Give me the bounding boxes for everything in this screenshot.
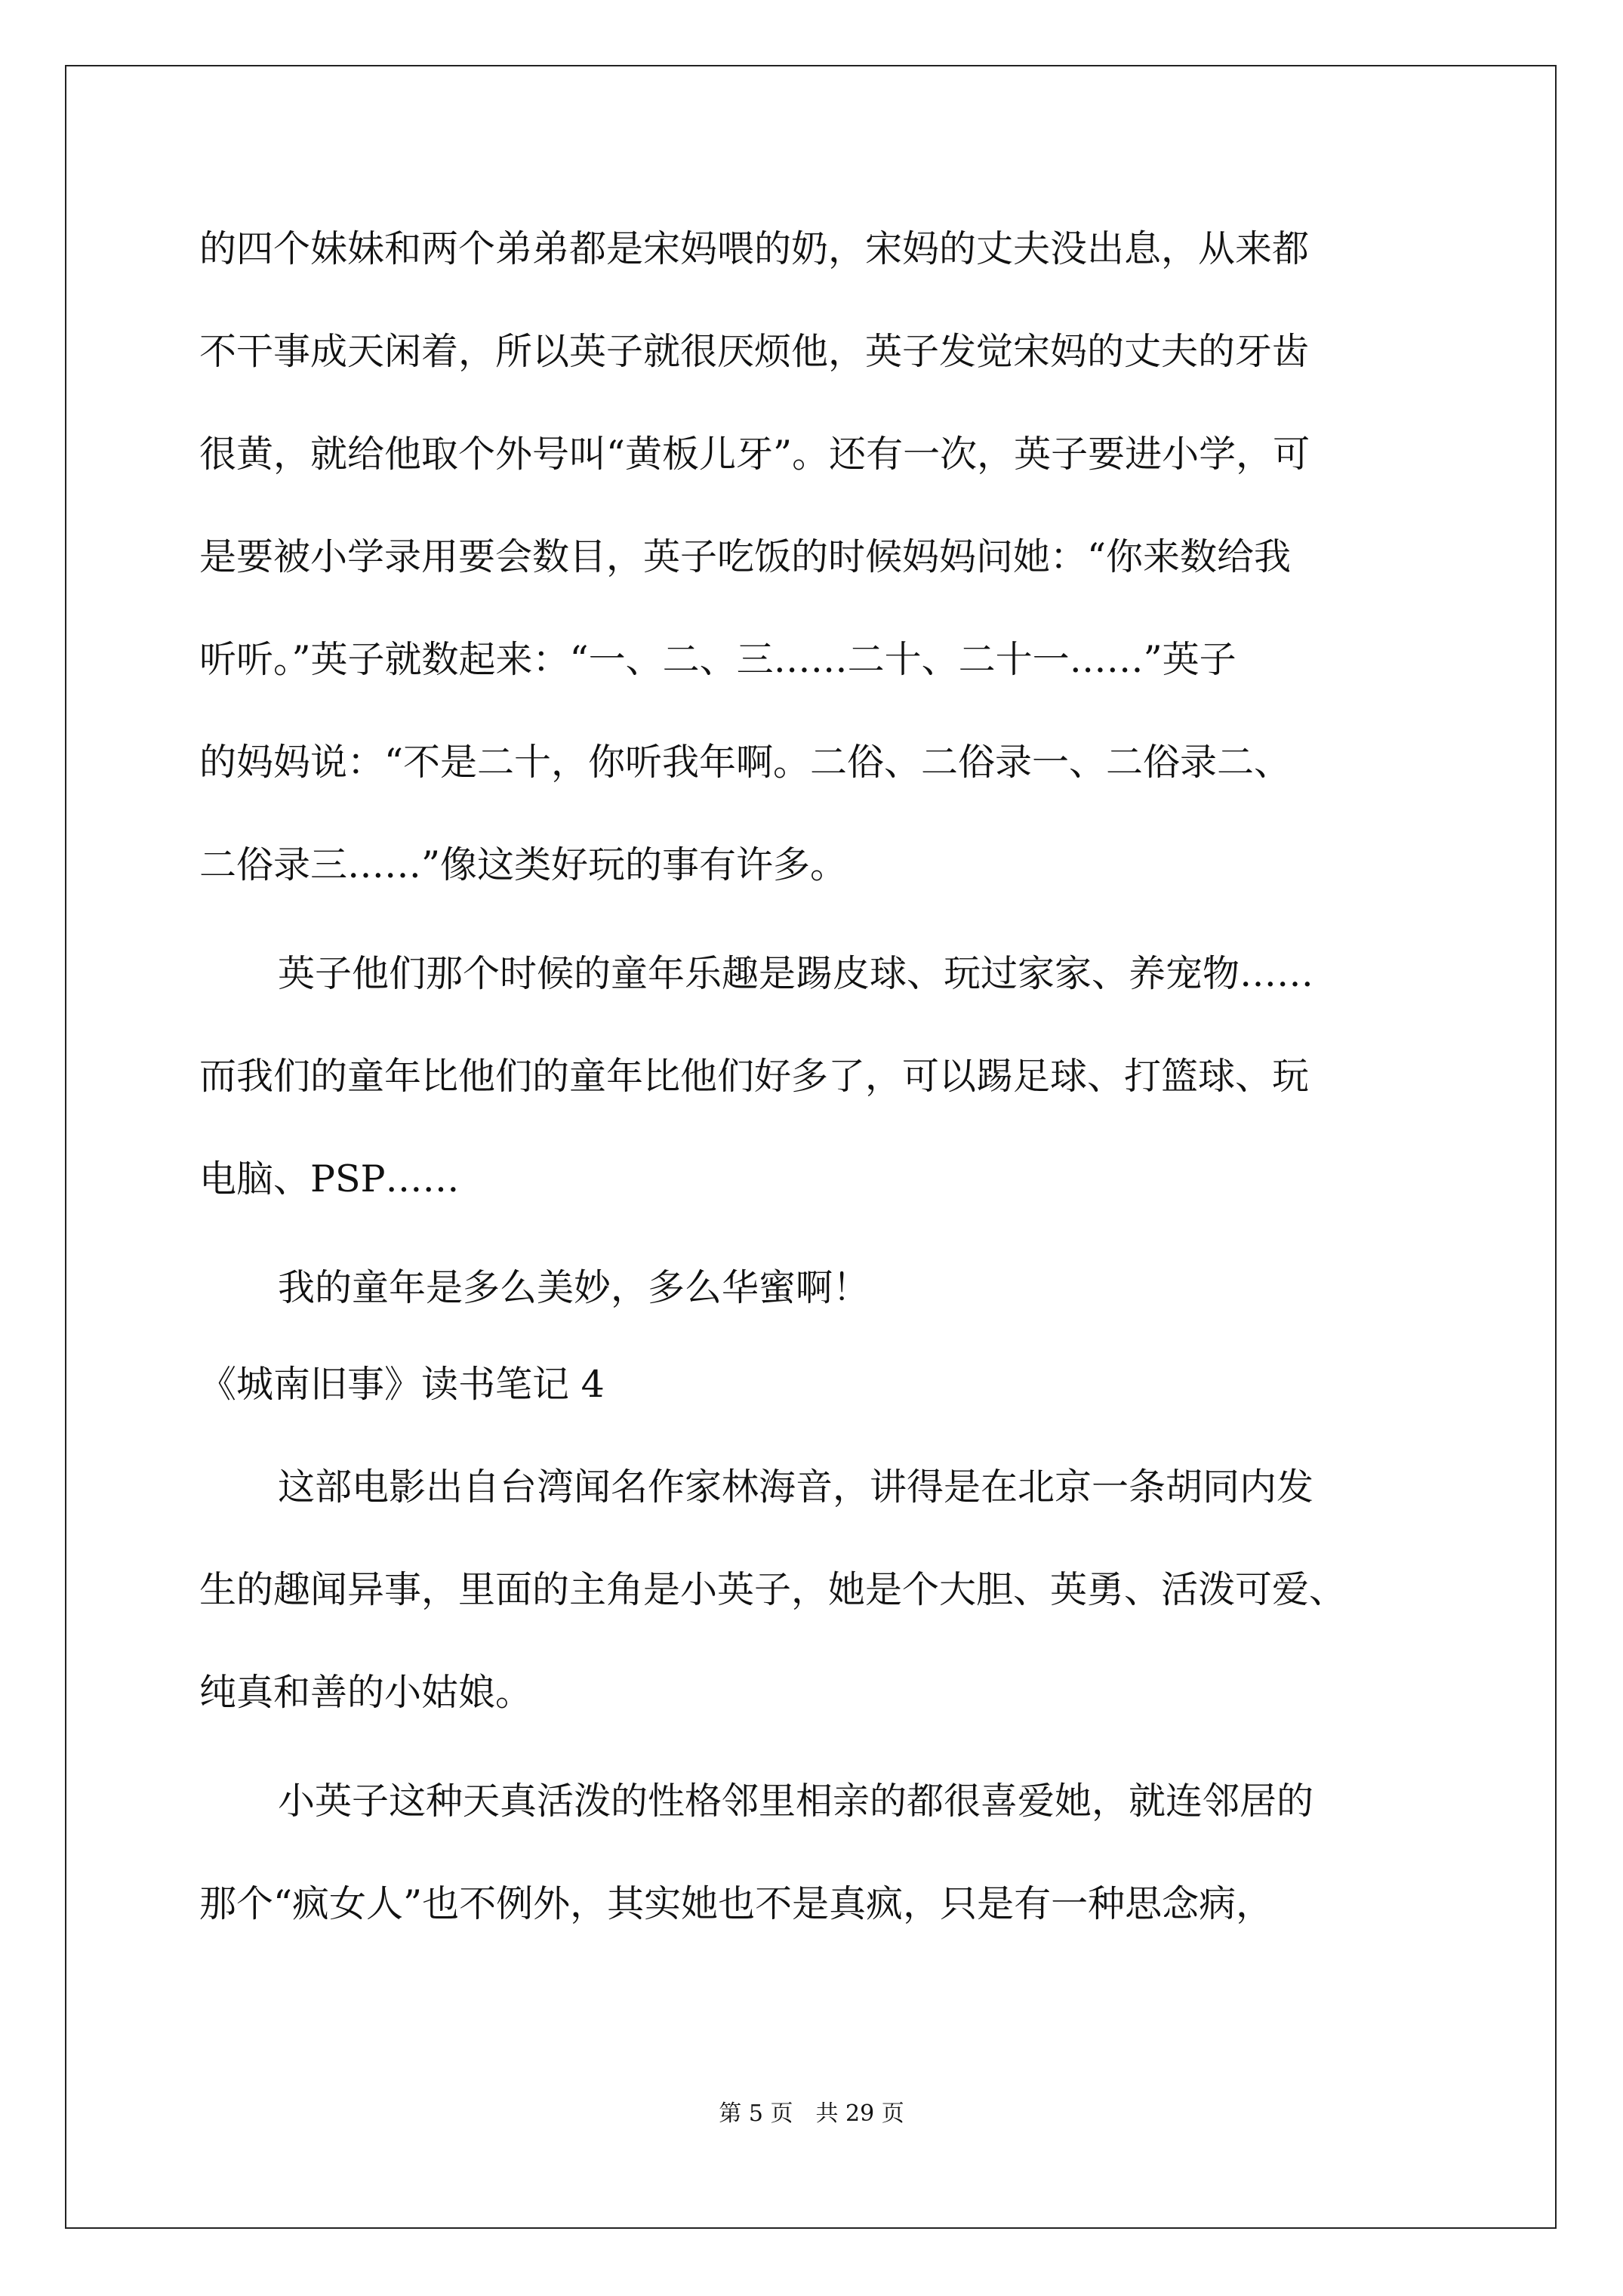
section-heading: 《城南旧事》读书笔记 4 — [199, 1363, 605, 1406]
text-line: 那个“疯女人”也不例外，其实她也不是真疯，只是有一种思念病， — [199, 1882, 1273, 1925]
text-line: 的妈妈说：“不是二十，你听我年啊。二俗、二俗录一、二俗录二、 — [199, 741, 1292, 784]
text-line: 是要被小学录用要会数目，英子吃饭的时候妈妈问她：“你来数给我 — [199, 535, 1292, 578]
text-line: 而我们的童年比他们的童年比他们好多了，可以踢足球、打篮球、玩 — [199, 1055, 1310, 1098]
text-line: 这部电影出自台湾闻名作家林海音，讲得是在北京一条胡同内发 — [278, 1465, 1314, 1509]
text-line: 生的趣闻异事，里面的主角是小英子，她是个大胆、英勇、活泼可爱、 — [199, 1568, 1347, 1611]
text-line: 电脑、PSP…… — [199, 1157, 460, 1200]
text-line: 英子他们那个时候的童年乐趣是踢皮球、玩过家家、养宠物…… — [278, 952, 1314, 995]
text-line: 小英子这种天真活泼的性格邻里相亲的都很喜爱她，就连邻居的 — [278, 1780, 1314, 1823]
text-line: 的四个妹妹和两个弟弟都是宋妈喂的奶，宋妈的丈夫没出息，从来都 — [199, 227, 1310, 270]
text-line: 听听。”英子就数起来：“一、二、三……二十、二十一……”英子 — [199, 638, 1236, 681]
text-line: 不干事成天闲着，所以英子就很厌烦他，英子发觉宋妈的丈夫的牙齿 — [199, 330, 1310, 373]
text-line: 很黄，就给他取个外号叫“黄板儿牙”。还有一次，英子要进小学，可 — [199, 433, 1310, 476]
page-footer: 第 5 页 共 29 页 — [719, 2100, 904, 2127]
text-line: 我的童年是多么美妙，多么华蜜啊！ — [278, 1266, 870, 1309]
text-line: 纯真和善的小姑娘。 — [199, 1671, 533, 1714]
text-line: 二俗录三……”像这类好玩的事有许多。 — [199, 843, 848, 886]
